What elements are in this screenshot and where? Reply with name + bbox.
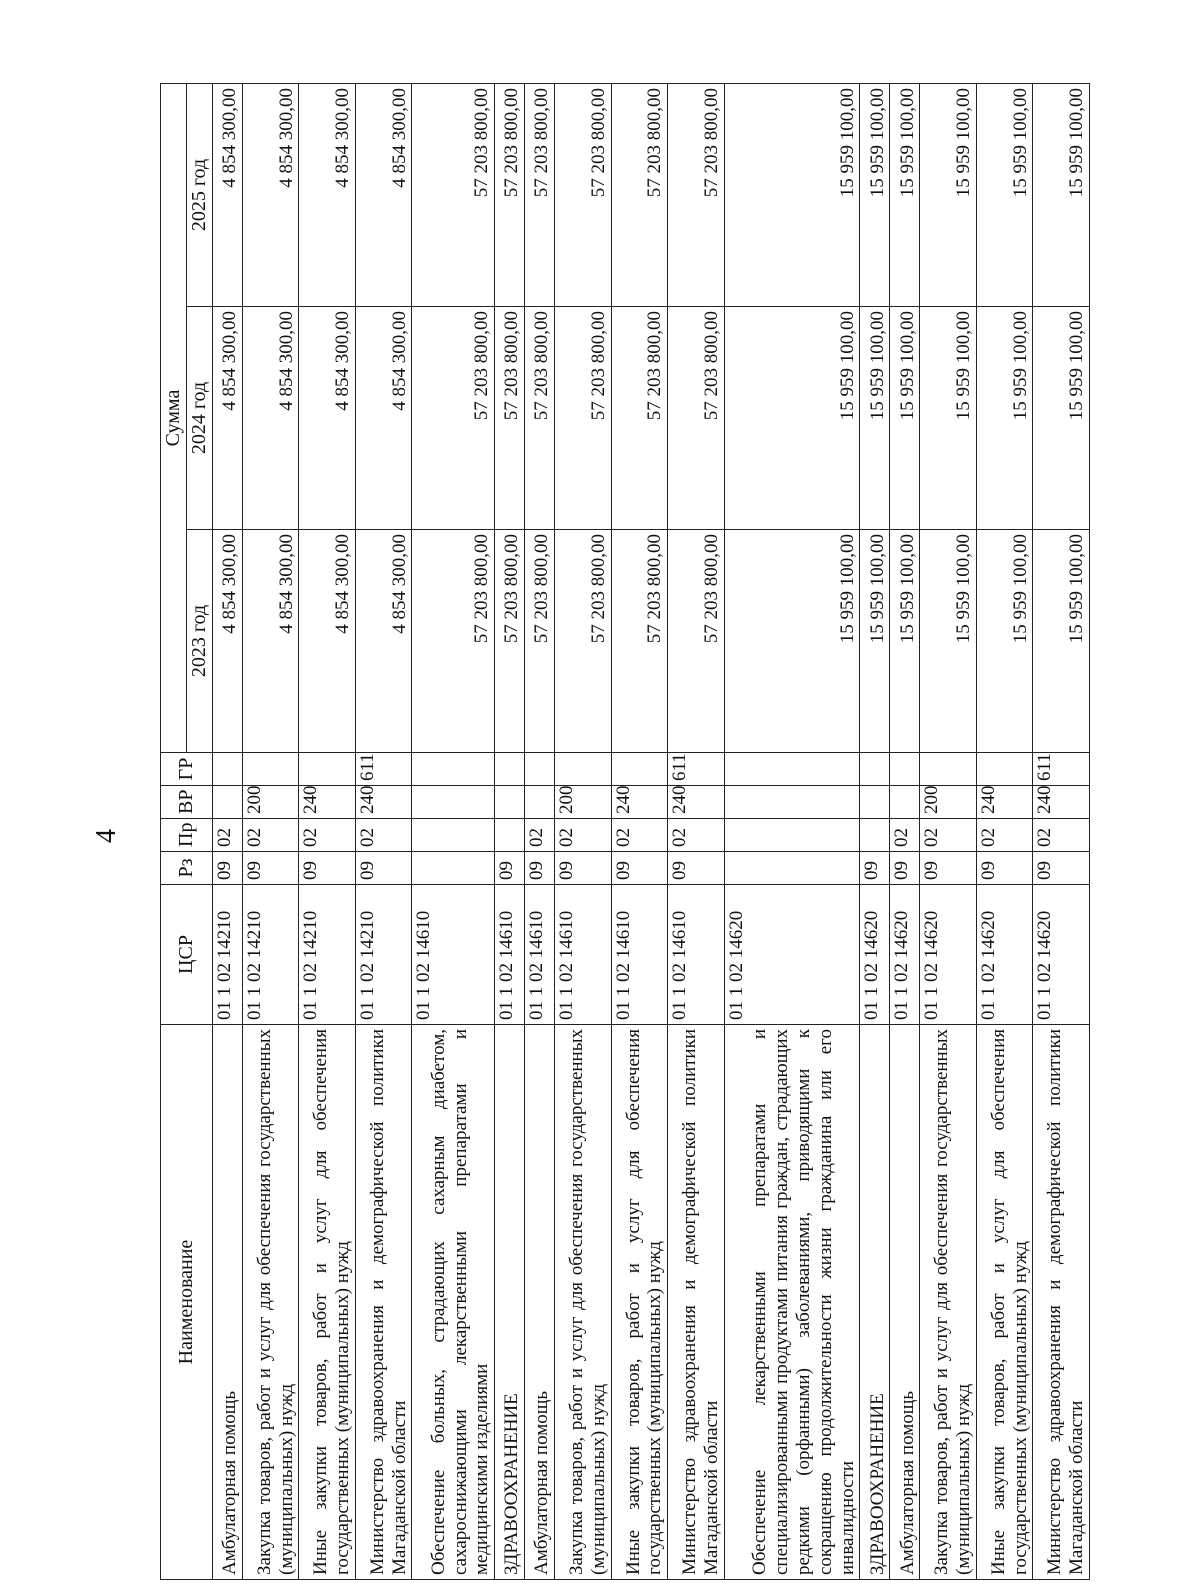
cell-csr: 01 1 02 14610: [668, 885, 724, 1025]
cell-rz: 09: [976, 852, 1032, 885]
table-row: [976, 83, 1032, 1579]
cell-pr: [412, 819, 495, 852]
rotated-table-wrapper: [160, 87, 1090, 1580]
cell-2025: 57 203 800,00: [611, 83, 667, 306]
cell-gr: [611, 753, 667, 786]
cell-csr: 01 1 02 14610: [555, 885, 611, 1025]
cell-pr: 02: [213, 819, 243, 852]
cell-2023: 15 959 100,00: [860, 530, 890, 753]
cell-name: Амбулаторная помощь: [890, 1025, 920, 1580]
cell-2023: 4 854 300,00: [213, 530, 243, 753]
cell-csr: 01 1 02 14620: [920, 885, 976, 1025]
cell-2025: 4 854 300,00: [299, 83, 355, 306]
header-gr: ГР: [161, 753, 213, 786]
cell-gr: [412, 753, 495, 786]
cell-rz: 09: [525, 852, 555, 885]
cell-pr: 02: [890, 819, 920, 852]
cell-vr: 200: [920, 786, 976, 819]
cell-2024: 57 203 800,00: [668, 307, 724, 530]
cell-csr: 01 1 02 14610: [495, 885, 525, 1025]
cell-2024: 4 854 300,00: [355, 307, 411, 530]
cell-2025: 57 203 800,00: [555, 83, 611, 306]
cell-2023: 15 959 100,00: [890, 530, 920, 753]
table-row: [243, 83, 299, 1579]
cell-name: Обеспечение больных, страдающих сахарным диабетом, сахароснижающими лекарственными препаратами и медицинскими изделиями: [412, 1025, 495, 1580]
cell-2023: 15 959 100,00: [920, 530, 976, 753]
cell-pr: 02: [555, 819, 611, 852]
cell-gr: [860, 753, 890, 786]
cell-gr: [555, 753, 611, 786]
cell-rz: 09: [890, 852, 920, 885]
cell-csr: 01 1 02 14620: [1033, 885, 1090, 1025]
cell-pr: 02: [611, 819, 667, 852]
cell-2023: 57 203 800,00: [668, 530, 724, 753]
cell-gr: [525, 753, 555, 786]
cell-2023: 15 959 100,00: [724, 530, 860, 753]
cell-pr: 02: [668, 819, 724, 852]
header-rz: Рз: [161, 852, 213, 885]
cell-name: Иные закупки товаров, работ и услуг для обеспечения государственных (муниципальных) нужд: [611, 1025, 667, 1580]
table-row: [668, 83, 724, 1579]
cell-rz: 09: [495, 852, 525, 885]
cell-2025: 57 203 800,00: [495, 83, 525, 306]
cell-pr: [724, 819, 860, 852]
cell-gr: 611: [1033, 753, 1090, 786]
cell-pr: [495, 819, 525, 852]
cell-csr: 01 1 02 14210: [243, 885, 299, 1025]
cell-2024: 57 203 800,00: [495, 307, 525, 530]
table-row: [555, 83, 611, 1579]
page-number: 4: [91, 829, 122, 843]
cell-vr: [525, 786, 555, 819]
cell-csr: 01 1 02 14210: [213, 885, 243, 1025]
table-row: [920, 83, 976, 1579]
table-header: [161, 83, 213, 1579]
cell-2024: 4 854 300,00: [299, 307, 355, 530]
header-csr: ЦСР: [161, 885, 213, 1025]
cell-vr: 200: [243, 786, 299, 819]
cell-2024: 57 203 800,00: [412, 307, 495, 530]
cell-2024: 15 959 100,00: [724, 307, 860, 530]
cell-name: Министерство здравоохранения и демографической политики Магаданской области: [668, 1025, 724, 1580]
cell-rz: 09: [243, 852, 299, 885]
cell-2024: 57 203 800,00: [611, 307, 667, 530]
table-row: [495, 83, 525, 1579]
cell-2023: 57 203 800,00: [555, 530, 611, 753]
budget-table: [160, 83, 1090, 1580]
cell-pr: 02: [525, 819, 555, 852]
cell-gr: [890, 753, 920, 786]
cell-pr: 02: [243, 819, 299, 852]
cell-2025: 57 203 800,00: [412, 83, 495, 306]
cell-2023: 15 959 100,00: [976, 530, 1032, 753]
header-2025: 2025 год: [187, 83, 213, 306]
cell-gr: [920, 753, 976, 786]
cell-rz: 09: [213, 852, 243, 885]
cell-2024: 57 203 800,00: [555, 307, 611, 530]
cell-name: ЗДРАВООХРАНЕНИЕ: [495, 1025, 525, 1580]
cell-gr: [243, 753, 299, 786]
cell-vr: 200: [555, 786, 611, 819]
cell-rz: [724, 852, 860, 885]
cell-vr: [890, 786, 920, 819]
cell-gr: 611: [668, 753, 724, 786]
cell-2023: 57 203 800,00: [412, 530, 495, 753]
cell-2025: 15 959 100,00: [920, 83, 976, 306]
cell-2025: 4 854 300,00: [243, 83, 299, 306]
cell-2024: 15 959 100,00: [920, 307, 976, 530]
cell-2024: 15 959 100,00: [1033, 307, 1090, 530]
cell-2024: 15 959 100,00: [860, 307, 890, 530]
cell-csr: 01 1 02 14620: [976, 885, 1032, 1025]
cell-2023: 15 959 100,00: [1033, 530, 1090, 753]
table-row: [860, 83, 890, 1579]
cell-2024: 4 854 300,00: [213, 307, 243, 530]
cell-2025: 15 959 100,00: [860, 83, 890, 306]
cell-gr: 611: [355, 753, 411, 786]
cell-vr: 240: [299, 786, 355, 819]
cell-gr: [495, 753, 525, 786]
cell-csr: 01 1 02 14620: [860, 885, 890, 1025]
table-row: [355, 83, 411, 1579]
cell-name: Иные закупки товаров, работ и услуг для обеспечения государственных (муниципальных) нужд: [299, 1025, 355, 1580]
cell-vr: [213, 786, 243, 819]
table-row: [890, 83, 920, 1579]
cell-gr: [976, 753, 1032, 786]
cell-rz: 09: [920, 852, 976, 885]
cell-2025: 15 959 100,00: [890, 83, 920, 306]
cell-vr: 240: [611, 786, 667, 819]
cell-csr: 01 1 02 14620: [890, 885, 920, 1025]
cell-2024: 57 203 800,00: [525, 307, 555, 530]
cell-name: Министерство здравоохранения и демографической политики Магаданской области: [1033, 1025, 1090, 1580]
cell-gr: [299, 753, 355, 786]
header-vr: ВР: [161, 786, 213, 819]
table-row: [1033, 83, 1090, 1579]
cell-2023: 57 203 800,00: [495, 530, 525, 753]
cell-csr: 01 1 02 14610: [611, 885, 667, 1025]
cell-pr: 02: [299, 819, 355, 852]
cell-pr: 02: [920, 819, 976, 852]
cell-rz: 09: [860, 852, 890, 885]
cell-pr: 02: [976, 819, 1032, 852]
cell-2025: 15 959 100,00: [724, 83, 860, 306]
cell-name: Закупка товаров, работ и услуг для обеспечения государственных (муниципальных) нужд: [920, 1025, 976, 1580]
header-2023: 2023 год: [187, 530, 213, 753]
cell-name: Закупка товаров, работ и услуг для обеспечения государственных (муниципальных) нужд: [243, 1025, 299, 1580]
cell-csr: 01 1 02 14210: [355, 885, 411, 1025]
cell-name: Закупка товаров, работ и услуг для обеспечения государственных (муниципальных) нужд: [555, 1025, 611, 1580]
cell-2024: 15 959 100,00: [976, 307, 1032, 530]
cell-rz: 09: [355, 852, 411, 885]
cell-vr: [860, 786, 890, 819]
cell-gr: [724, 753, 860, 786]
cell-vr: 240: [355, 786, 411, 819]
cell-2025: 4 854 300,00: [355, 83, 411, 306]
cell-csr: 01 1 02 14210: [299, 885, 355, 1025]
table-row: [525, 83, 555, 1579]
cell-vr: [724, 786, 860, 819]
cell-2024: 15 959 100,00: [890, 307, 920, 530]
cell-pr: [860, 819, 890, 852]
cell-2023: 4 854 300,00: [299, 530, 355, 753]
cell-csr: 01 1 02 14610: [412, 885, 495, 1025]
table-row: [213, 83, 243, 1579]
cell-csr: 01 1 02 14610: [525, 885, 555, 1025]
cell-pr: 02: [355, 819, 411, 852]
table-row: [724, 83, 860, 1579]
cell-name: Министерство здравоохранения и демографической политики Магаданской области: [355, 1025, 411, 1580]
cell-vr: 240: [976, 786, 1032, 819]
cell-name: Иные закупки товаров, работ и услуг для обеспечения государственных (муниципальных) нужд: [976, 1025, 1032, 1580]
cell-rz: [412, 852, 495, 885]
cell-rz: 09: [668, 852, 724, 885]
cell-2025: 15 959 100,00: [976, 83, 1032, 306]
cell-vr: 240: [1033, 786, 1090, 819]
cell-2025: 57 203 800,00: [668, 83, 724, 306]
cell-2023: 57 203 800,00: [525, 530, 555, 753]
cell-name: Амбулаторная помощь: [525, 1025, 555, 1580]
header-2024: 2024 год: [187, 307, 213, 530]
table-row: [299, 83, 355, 1579]
header-sum: Сумма: [161, 83, 187, 752]
cell-2025: 4 854 300,00: [213, 83, 243, 306]
table-body: [213, 83, 1090, 1579]
cell-gr: [213, 753, 243, 786]
cell-2023: 4 854 300,00: [243, 530, 299, 753]
cell-name: Обеспечение лекарственными препаратами и специализированными продуктами питания граждан, страдающих редкими (орфанными) заболеваниями, приводящими к сокращению продолжительности жизни гражданина или его инвалидности: [724, 1025, 860, 1580]
cell-name: Амбулаторная помощь: [213, 1025, 243, 1580]
table-row: [611, 83, 667, 1579]
cell-rz: 09: [555, 852, 611, 885]
cell-2023: 57 203 800,00: [611, 530, 667, 753]
table-row: [412, 83, 495, 1579]
cell-name: ЗДРАВООХРАНЕНИЕ: [860, 1025, 890, 1580]
cell-vr: 240: [668, 786, 724, 819]
cell-csr: 01 1 02 14620: [724, 885, 860, 1025]
cell-2025: 15 959 100,00: [1033, 83, 1090, 306]
cell-rz: 09: [1033, 852, 1090, 885]
cell-rz: 09: [611, 852, 667, 885]
cell-rz: 09: [299, 852, 355, 885]
cell-vr: [412, 786, 495, 819]
header-name: Наименование: [161, 1025, 213, 1580]
header-pr: Пр: [161, 819, 213, 852]
cell-2023: 4 854 300,00: [355, 530, 411, 753]
cell-pr: 02: [1033, 819, 1090, 852]
cell-2024: 4 854 300,00: [243, 307, 299, 530]
cell-vr: [495, 786, 525, 819]
cell-2025: 57 203 800,00: [525, 83, 555, 306]
